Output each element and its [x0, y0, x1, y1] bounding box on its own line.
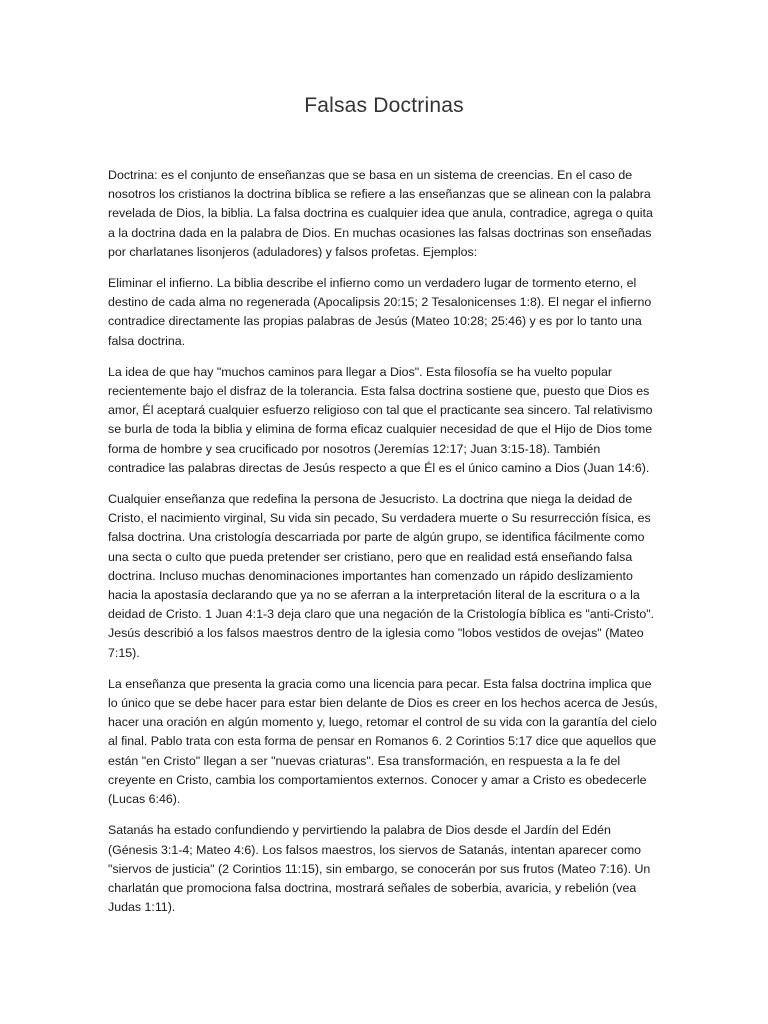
paragraph-infierno: Eliminar el infierno. La biblia describe el infierno como un verdadero lugar de tormento eterno, el destino de cada alma no regenerada (Apocalipsis 20:15; 2 Tesalonicenses 1:8). El negar el infierno contradice directamente las propias palabras de Jesús (Mateo 10:28; 25:46) y es por lo tanto una falsa doctrina. — [108, 276, 652, 348]
paragraph-gracia: La enseñanza que presenta la gracia como una licencia para pecar. Esta falsa doctrina implica que lo único que se debe hacer para estar bien delante de Dios es creer en los hechos acerca de Jesús, hacer una oración en algún momento y, luego, retomar el control de su vida con la garantía del cielo al final. Pablo trata con esta forma de pensar en Romanos 6. 2 Corintios 5:17 dice que aquellos que están "en Cristo" llegan a ser "nuevas criaturas". Esa transformación, en respuesta a la fe del creyente en Cristo, cambia los comportamientos externos. Conocer y amar a Cristo es obedecerle (Lucas 6:46). — [108, 676, 658, 807]
document-title: Falsas Doctrinas — [304, 94, 464, 117]
paragraph-muchos-caminos: La idea de que hay "muchos caminos para llegar a Dios". Esta filosofía se ha vuelto popular recientemente bajo el disfraz de la tolerancia. Esta falsa doctrina sostiene que, puesto que Dios es amor, Él aceptará cualquier esfuerzo religioso con tal que el practicante sea sincero. Tal relativismo se burla de toda la biblia y elimina de forma eficaz cualquier necesidad de que el Hijo de Dios tome forma de hombre y sea crucificado por nosotros (Jeremías 12:17; Juan 3:15-18). También contradice las palabras directas de Jesús respecto a que Él es el único camino a Dios (Juan 14:6). — [108, 364, 653, 475]
paragraph-satanas: Satanás ha estado confundiendo y pervirtiendo la palabra de Dios desde el Jardín del Edén (Génesis 3:1-4; Mateo 4:6). Los falsos maestros, los siervos de Satanás, intentan aparecer como "siervos de justicia" (2 Corintios 11:15), sin embargo, se conocerán por sus frutos (Mateo 7:16). Un charlatán que promociona falsa doctrina, mostrará señales de soberbia, avaricia, y rebelión (vea Judas 1:11). — [108, 823, 651, 915]
paragraph-jesucristo: Cualquier enseñanza que redefina la persona de Jesucristo. La doctrina que niega la deidad de Cristo, el nacimiento virginal, Su vida sin pecado, Su verdadera muerte o Su resurrección física, es falsa doctrina. Una cristología descarriada por parte de algún grupo, se identifica fácilmente como una secta o culto que pueda pretender ser cristiano, pero que en realidad está enseñando falsa doctrina. Incluso muchas denominaciones importantes han comenzado un rápido deslizamiento hacia la apostasía declarando que ya no se aferran a la interpretación literal de la escritura o a la deidad de Cristo. 1 Juan 4:1-3 deja claro que una negación de la Cristología bíblica es "anti-Cristo". Jesús describió a los falsos maestros dentro de la iglesia como "lobos vestidos de ovejas" (Mateo 7:15). — [108, 492, 655, 660]
paragraph-definition: Doctrina: es el conjunto de enseñanzas que se basa en un sistema de creencias. En el caso de nosotros los cristianos la doctrina bíblica se refiere a las enseñanzas que se alinean con la palabra revelada de Dios, la biblia. La falsa doctrina es cualquier idea que anula, contradice, agrega o quita a la doctrina dada en la palabra de Dios. En muchas ocasiones las falsas doctrinas son enseñadas por charlatanes lisonjeros (aduladores) y falsos profetas. Ejemplos: — [108, 168, 653, 259]
